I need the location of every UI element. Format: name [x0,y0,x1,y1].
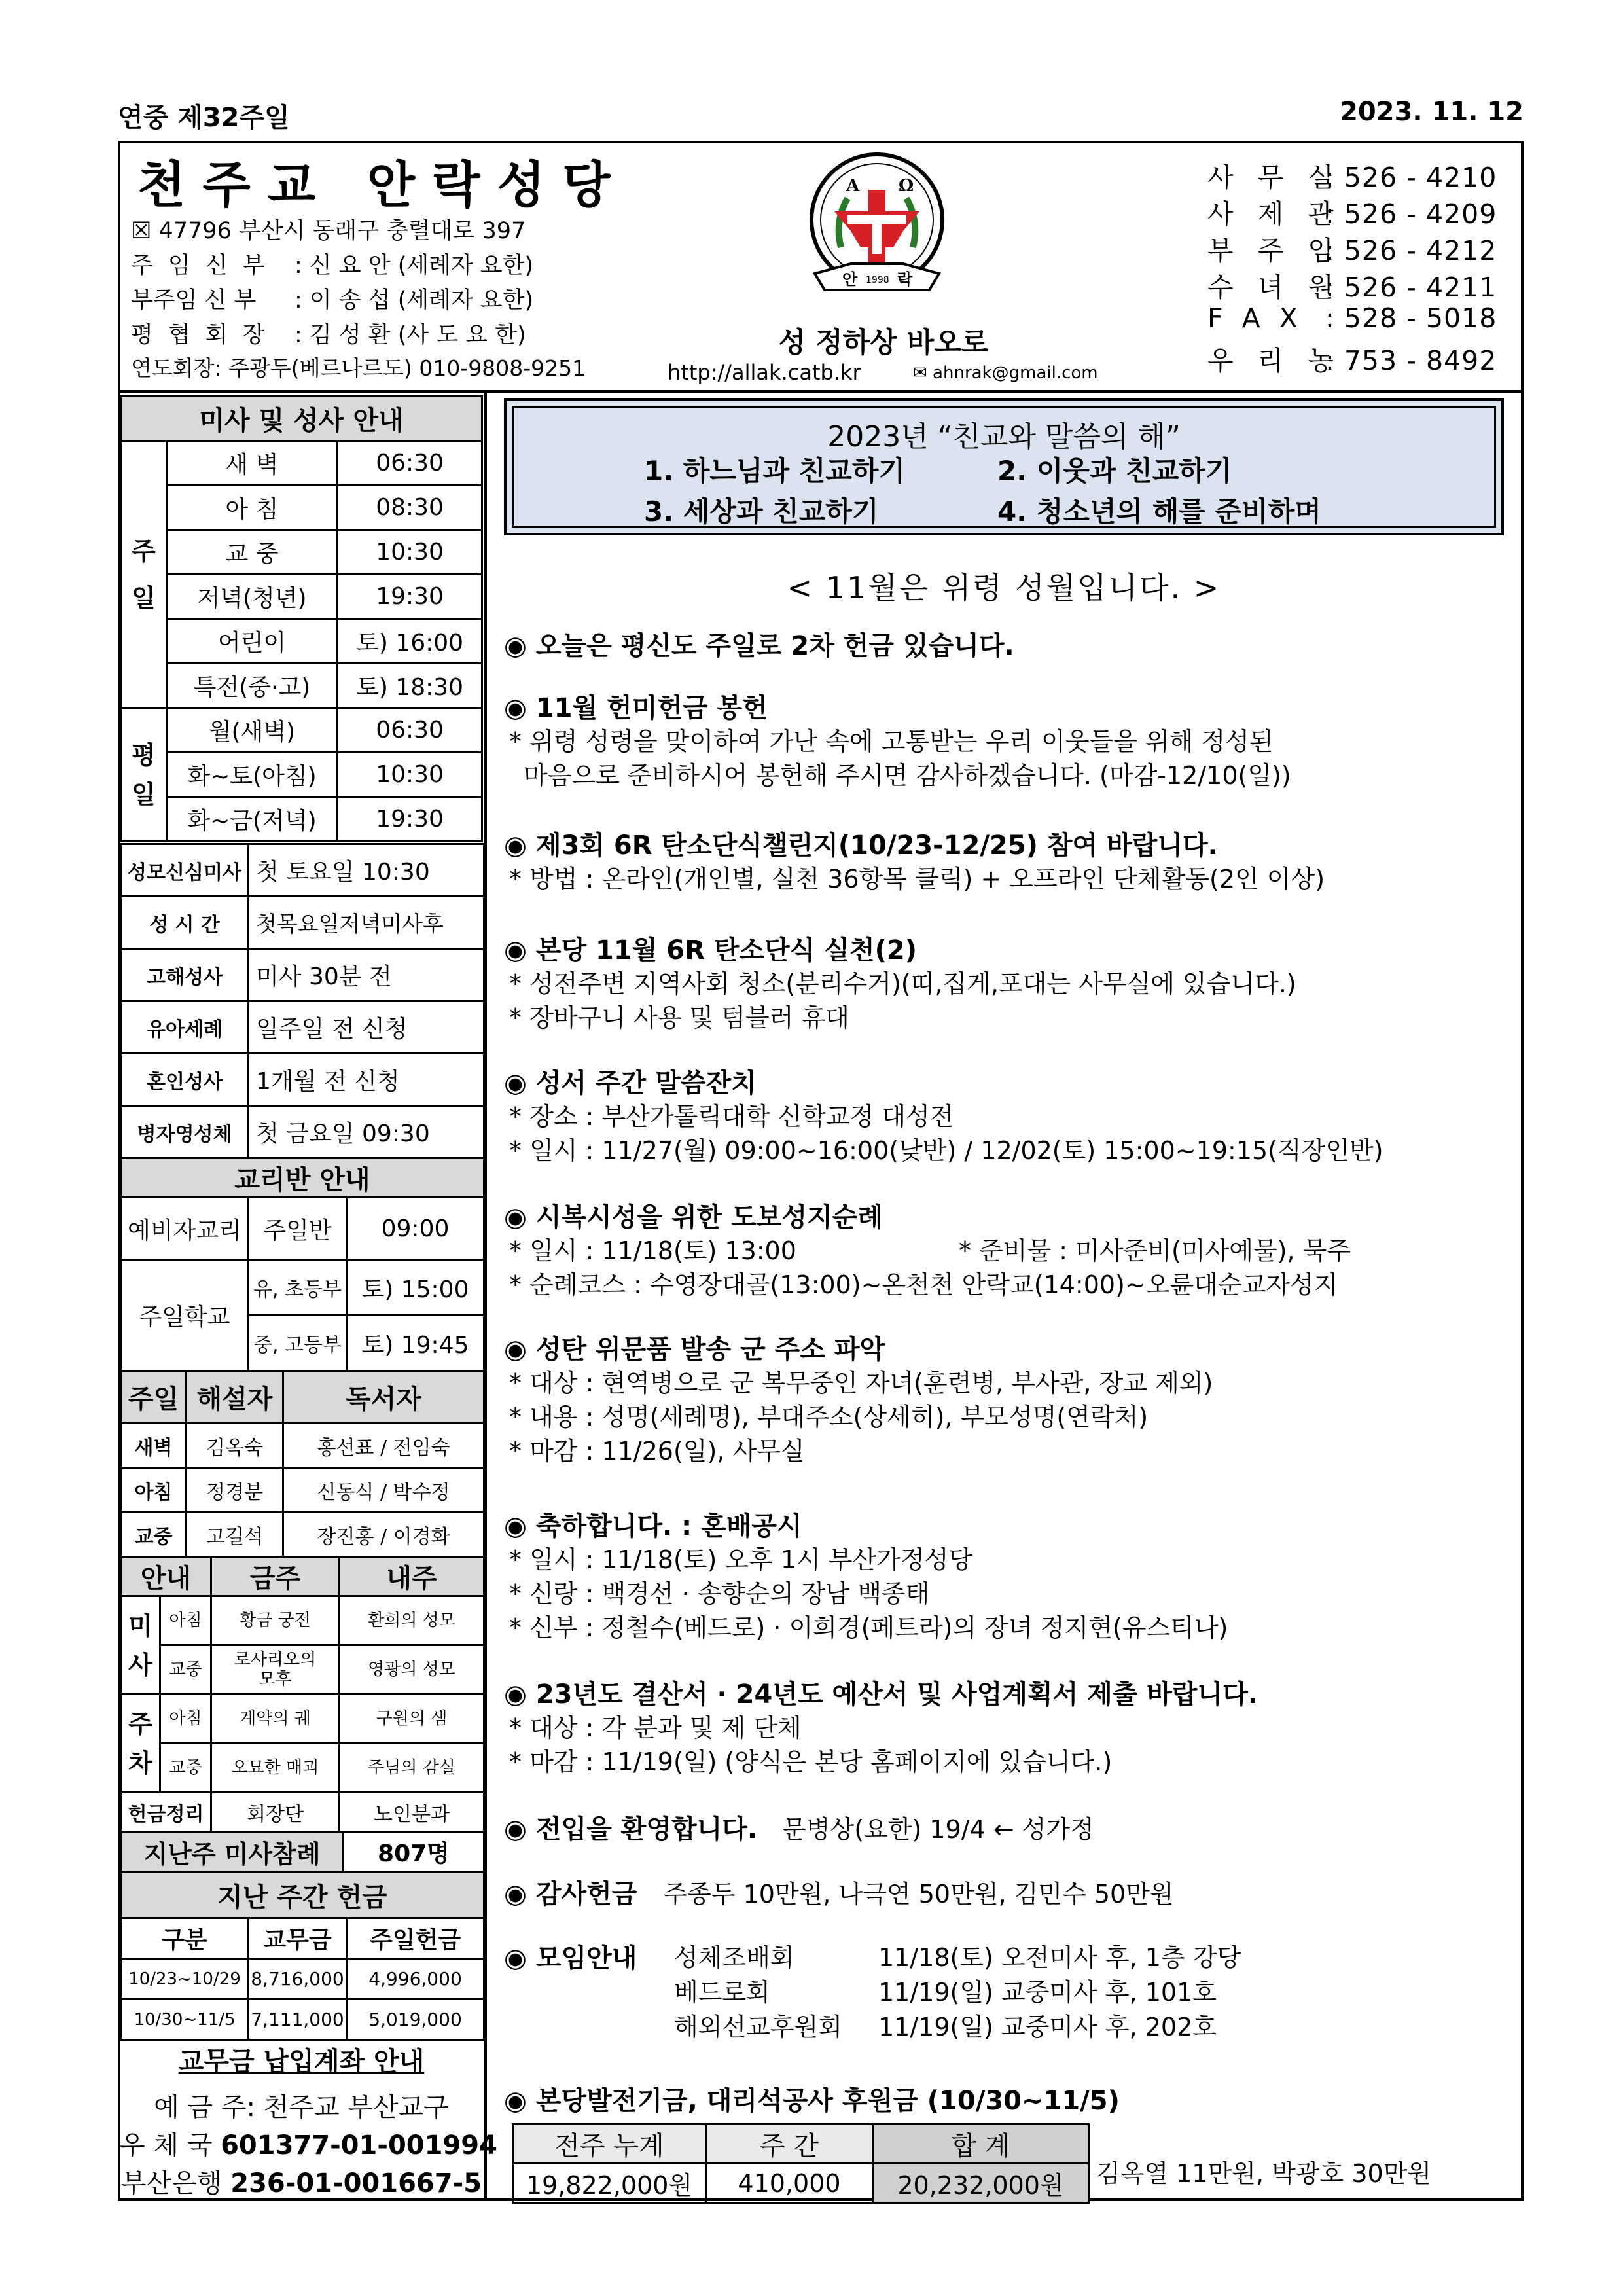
notice-laity-sunday: ◉ 오늘은 평신도 주일로 2차 헌금 있습니다. [504,631,1014,661]
meeting-row: 해외선교후원회 11/19(일) 교중미사 후, 202호 [674,2013,1217,2041]
liturgical-week: 연중 제32주일 [118,103,290,133]
year-theme-banner: 2023년 “친교와 말씀의 해” 1. 하느님과 친교하기 2. 이웃과 친교하기 3. 세상과 친교하기 4. 청소년의 해를 준비하며 [504,398,1504,535]
readers-table: 주일 해설자 독서자 새벽 김옥숙 홍선표 / 전임숙 아침 정경분 신동식 / 박수정 교중 고길석 장진홍 / 이경화 [120,1370,485,1558]
staff-council: 평 협 회 장 : 김 성 환 (사 도 요 한) [131,322,526,348]
attendance-table: 지난주 미사참례 807명 [120,1831,485,1873]
sacraments-table: 성모신심미사 첫 토요일 10:30 성 시 간 첫목요일저녁미사후 고해성사 미사 30분 전 유아세례 일주일 전 신청 혼인성사 1개월 전 신청 병자영성체 첫 금요일 09:30 [120,843,485,1159]
notice-pilgrimage: ◉ 시복시성을 위한 도보성지순례 [504,1202,883,1232]
notice-thanks-offering: ◉ 감사헌금 주종두 10만원, 나극연 50만원, 김민수 50만원 [504,1879,1174,1909]
svg-text:락: 락 [897,270,913,289]
offering-table: 지난 주간 헌금 구분 교무금 주일헌금 10/23~10/29 8,716,000 4,996,000 10/30~11/5 7,111,000 5,019,000 [120,1871,485,2041]
fund-donors: 김옥열 11만원, 박광호 30만원 [1096,2159,1432,2188]
meeting-row: 베드로회 11/19(일) 교중미사 후, 101호 [674,1978,1217,2007]
fund-table: 전주 누계 주 간 합 계 19,822,000원 410,000 20,232,000원 [512,2123,1090,2204]
account-title: 교무금 납입계좌 안내 [178,2047,425,2077]
catechism-title: 교리반 안내 [121,1158,484,1198]
notice-rice-offering: ◉ 11월 헌미헌금 봉헌 [504,693,768,723]
notice-carbon-challenge: ◉ 제3회 6R 탄소단식챌린지(10/23-12/25) 참여 바랍니다. [504,831,1218,861]
meeting-row: 성체조배회 11/18(토) 오전미사 후, 1층 강당 [674,1943,1241,1972]
notice-welcome: ◉ 전입을 환영합니다. 문병상(요한) 19/4 ← 성가정 [504,1814,1094,1844]
staff-yeondo: 연도회장: 주광두(베르나르도) 010-9808-9251 [131,355,586,381]
phone-fax: F A X : 528 - 5018 [1207,302,1497,334]
staff-assistant: 부주임 신 부 : 이 송 섭 (세례자 요한) [131,287,534,314]
phone-convent: 수 녀 원: 526 - 4211 [1207,272,1497,303]
account-info: 교무금 납입계좌 안내 예 금 주: 천주교 부산교구 우 체 국 601377-01-001994 부산은행 236-01-001667-5 [120,2041,483,2202]
notice-meetings: ◉ 모임안내 [504,1943,637,1973]
mass-schedule-table: 미사 및 성사 안내 주 일 새 벽 06:30 아 침 08:30 교 중 10:30 저녁(청년) 19:30 어린이 토) 16:00 특전(중·고) 토) 18:30 평 일 월(새벽) 06:30 화~토(아침) 10:30 화~금(저녁) 19:30 [120,395,483,842]
bulletin-date: 2023. 11. 12 [1340,97,1524,127]
parish-url[interactable]: http://allak.catb.kr [668,360,861,385]
parish-address: ☒ 47796 부산시 동래구 충렬대로 397 [131,218,526,244]
month-title: < 11월은 위령 성월입니다. > [787,570,1221,605]
notice-development-fund: ◉ 본당발전기금, 대리석공사 후원금 (10/30~11/5) [504,2086,1120,2116]
mass-schedule-title: 미사 및 성사 안내 [121,397,482,441]
notice-carbon-practice: ◉ 본당 11월 6R 탄소단식 실천(2) [504,935,917,965]
parish-email[interactable]: ✉ ahnrak@gmail.com [913,363,1098,383]
logo-alpha: A [846,176,860,196]
parish-name: 천주교 안락성당 [137,156,628,214]
staff-pastor: 주 임 신 부 : 신 요 안 (세례자 요한) [131,253,534,279]
phone-urinong: 우 리 농: 753 - 8492 [1207,345,1497,376]
year-theme-title: 2023년 “친교와 말씀의 해” [827,420,1181,454]
notice-budget-submission: ◉ 23년도 결산서 · 24년도 예산서 및 사업계획서 제출 바랍니다. [504,1679,1258,1710]
notice-bible-week: ◉ 성서 주간 말씀잔치 [504,1068,757,1098]
catechism-table: 교리반 안내 예비자교리 주일반 09:00 주일학교 유, 초등부 토) 15:00 중, 고등부 토) 19:45 [120,1157,485,1372]
notice-military-gifts: ◉ 성탄 위문품 발송 군 주소 파악 [504,1335,885,1365]
notice-marriage-banns: ◉ 축하합니다. : 혼배공시 [504,1511,802,1541]
phone-rectory: 사 제 관: 526 - 4209 [1207,198,1497,230]
svg-text:1998: 1998 [866,275,889,285]
logo-omega: Ω [899,176,914,196]
guide-table: 안내 금주 내주 미 사 아침 황금 궁전 환희의 성모 교중 로사리오의 모후 영광의 성모 주 차 아침 계약의 궤 구원의 샘 교중 오묘한 매괴 주님의 감실 헌금정리 회장단 노인분과 [120,1556,485,1833]
phone-assistant: 부 주 임: 526 - 4212 [1207,235,1497,266]
svg-text:안: 안 [842,270,858,289]
weekday-label: 평 일 [121,708,167,842]
parish-logo [795,149,959,313]
sunday-label: 주 일 [121,441,167,708]
attendance-count: 807명 [344,1832,484,1873]
patron-saint: 성 정하상 바오로 [778,327,989,359]
phone-office: 사 무 실: 526 - 4210 [1207,162,1497,193]
